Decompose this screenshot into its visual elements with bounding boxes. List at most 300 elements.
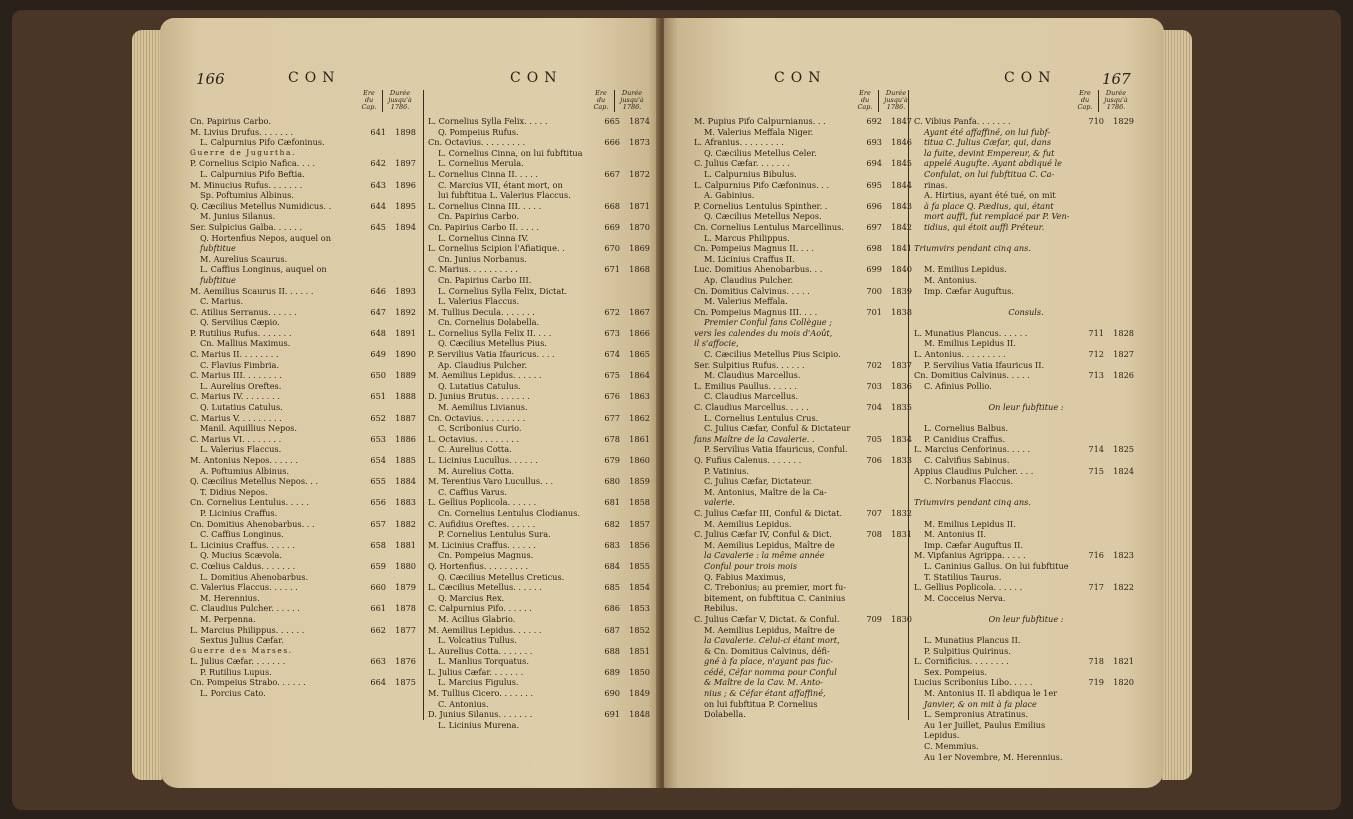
table-row: [428, 370, 654, 381]
table-row: [914, 148, 1138, 159]
entry-year: 663: [370, 656, 386, 667]
table-row: [428, 328, 654, 339]
entry-year: 660: [370, 582, 386, 593]
entry-duration: 1873: [629, 137, 650, 148]
entry-year: 701: [866, 306, 882, 317]
entry-text: C. Claudius Pulcher. . . . . .: [190, 603, 300, 614]
entry-year: 699: [866, 264, 882, 275]
table-row: [190, 455, 420, 466]
table-row: [190, 180, 420, 191]
header-divider: [614, 90, 615, 112]
table-row: [694, 487, 916, 498]
table-row: [428, 625, 654, 636]
entry-year: 697: [866, 221, 882, 232]
table-row: [190, 264, 420, 275]
header-divider: [1098, 90, 1099, 112]
running-head-right: CON: [774, 70, 827, 86]
table-row: [428, 603, 654, 614]
table-row: [914, 614, 1138, 625]
entry-text: T. Didius Nepos.: [200, 486, 268, 497]
entry-year: 672: [604, 306, 620, 317]
running-head-left-col2: CON: [510, 70, 563, 86]
entry-text: L. Porcius Cato.: [200, 688, 266, 699]
entry-text: Cn. Cornelius Lentulus Marcellinus.: [694, 221, 844, 232]
table-row: [428, 593, 654, 604]
entry-text: C. Julius Cæfar, Conful & Dictateur: [704, 423, 851, 434]
entry-text: Q. Cæcilius Metellus Nepos.: [704, 211, 822, 222]
entry-duration: 1876: [395, 656, 416, 667]
table-row: [428, 508, 654, 519]
entry-text: C. Aurelius Cotta.: [438, 444, 512, 455]
table-row: [914, 635, 1138, 646]
entry-text: M. Livius Drufus. . . . . . .: [190, 126, 294, 137]
entry-text: Q. Cæcilius Metellus Numidicus. .: [190, 200, 332, 211]
entry-duration: 1826: [1113, 370, 1134, 381]
entry-year: 714: [1088, 444, 1104, 455]
table-row: [914, 264, 1138, 275]
entry-text: Sp. Poftumius Albinus.: [200, 190, 294, 201]
entry-year: 661: [370, 603, 386, 614]
table-row: [914, 190, 1138, 201]
entry-text: C. Atilius Serranus. . . . . .: [190, 306, 297, 317]
entry-duration: 1857: [629, 518, 650, 529]
entry-duration: 1824: [1113, 465, 1134, 476]
table-row: [190, 625, 420, 636]
entry-text: L. Cornelius Scipion l'Afiatique. .: [428, 243, 565, 254]
running-head-right-col2: CON: [1004, 70, 1057, 86]
entry-text: Dolabella.: [704, 709, 746, 720]
entry-text: C. Flavius Fimbria.: [200, 359, 280, 370]
entry-duration: 1874: [629, 116, 650, 126]
entry-duration: 1881: [395, 539, 416, 550]
entry-year: 719: [1088, 677, 1104, 688]
entry-text: Cn. Pompeius Magnus.: [438, 550, 534, 561]
table-row: [428, 275, 654, 286]
entry-text: Imp. Cæfar Auguftus II.: [924, 539, 1024, 550]
entry-text: L. Afranius. . . . . . . . .: [694, 137, 784, 148]
entry-duration: 1894: [395, 221, 416, 232]
entry-text: P. Cornelius Lentulus Sura.: [438, 529, 551, 540]
table-row: [190, 444, 420, 455]
table-row: [428, 402, 654, 413]
table-row: [428, 338, 654, 349]
entry-text: L. Cornelius Sylla Felix. . . . .: [428, 116, 548, 126]
entry-text: L. Licinius Lucullus. . . . . .: [428, 455, 538, 465]
entry-year: 707: [866, 507, 882, 518]
entry-year: 644: [370, 200, 386, 211]
table-row: [694, 476, 916, 487]
table-row: [190, 519, 420, 530]
table-row: [914, 625, 1138, 636]
right-page: [664, 18, 1164, 788]
entry-text: cédé, Céfar nomma pour Conful: [704, 666, 837, 677]
entry-year: 678: [604, 433, 620, 444]
table-row: [190, 582, 420, 593]
table-row: [190, 677, 420, 688]
entry-text: Q. Cæcilius Metellus Nepos. . .: [190, 476, 319, 487]
entry-year: 696: [866, 200, 882, 211]
entry-text: C. Marius IV. . . . . . . .: [190, 391, 280, 402]
table-row: [190, 487, 420, 498]
entry-year: 694: [866, 158, 882, 169]
table-row: [428, 572, 654, 583]
entry-duration: 1827: [1113, 349, 1134, 360]
entry-text: L. Manlius Torquatus.: [438, 656, 529, 667]
table-row: [190, 476, 420, 487]
entry-text: Ap. Claudius Pulcher.: [704, 274, 794, 285]
entry-year: 687: [604, 624, 620, 635]
entry-text: Q. Lutatius Catulus.: [438, 380, 521, 391]
table-row: [694, 370, 916, 381]
entry-text: Cn. Cornelius Dolabella.: [438, 317, 540, 328]
table-row: [694, 137, 916, 148]
entry-text: la Cavalerie. Celui-ci étant mort,: [704, 635, 840, 646]
entry-text: C. Marius III. . . . . . . .: [190, 370, 282, 381]
table-row: [914, 169, 1138, 180]
table-row: [190, 402, 420, 413]
entry-duration: 1859: [629, 476, 650, 487]
table-row: [914, 646, 1138, 657]
entry-duration: 1853: [629, 603, 650, 614]
entry-year: 655: [370, 476, 386, 487]
table-row: [694, 349, 916, 360]
table-row: [914, 466, 1138, 477]
entry-text: Q. Cæcilius Metellus Creticus.: [438, 571, 565, 582]
entry-text: Triumvirs pendant cinq ans.: [914, 497, 1031, 508]
table-row: [428, 391, 654, 402]
table-row: [428, 434, 654, 445]
entry-text: Consuls.: [1008, 306, 1044, 317]
table-row: [428, 720, 654, 731]
entry-duration: 1837: [891, 359, 912, 370]
entry-duration: 1880: [395, 560, 416, 571]
entry-duration: 1850: [629, 666, 650, 677]
entry-text: Confulat, on lui fubftitua C. Ca-: [924, 168, 1055, 179]
table-row: [428, 423, 654, 434]
entry-year: 680: [604, 476, 620, 487]
entry-duration: 1839: [891, 285, 912, 296]
table-row: [914, 423, 1138, 434]
entry-duration: 1897: [395, 158, 416, 169]
table-row: [694, 201, 916, 212]
table-row: [694, 561, 916, 572]
entry-text: L. Cornelius Lentulus Crus.: [704, 412, 819, 423]
table-row: [694, 444, 916, 455]
entry-text: & Cn. Domitius Calvinus, défi-: [704, 645, 830, 656]
entry-text: M. Licinius Craffus. . . . . .: [428, 539, 536, 550]
entry-text: M. Vipfanius Agrippa. . . . .: [914, 550, 1026, 561]
entry-duration: 1855: [629, 560, 650, 571]
entry-year: 708: [866, 529, 882, 540]
table-row: [914, 476, 1138, 487]
entry-text: C. Memmius.: [924, 741, 979, 752]
table-row: [190, 603, 420, 614]
entry-text: Sextus Julius Cæfar.: [200, 635, 284, 646]
entry-text: C. Claudius Marcellus.: [704, 391, 799, 402]
table-row: [428, 540, 654, 551]
entry-text: Cn. Domitius Calvinus. . . . .: [694, 285, 810, 296]
entry-duration: 1832: [891, 507, 912, 518]
table-row: [694, 180, 916, 191]
entry-text: Cn. Pompeius Magnus III. . . .: [694, 306, 818, 317]
entry-year: 673: [604, 327, 620, 338]
entry-text: Cn. Cornelius Lentulus Clodianus.: [438, 507, 581, 518]
entry-year: 681: [604, 497, 620, 508]
header-duree: Durée jusqu'à 1786.: [620, 89, 644, 111]
table-row: [914, 699, 1138, 710]
entry-text: A. Hirtius, ayant été tué, on mit: [924, 190, 1056, 201]
entry-text: A. Gabinius.: [704, 190, 755, 201]
table-row: [694, 540, 916, 551]
entry-text: M. Herennius.: [200, 592, 260, 603]
entry-duration: 1895: [395, 200, 416, 211]
table-row: [914, 455, 1138, 466]
entry-duration: 1870: [629, 221, 650, 232]
entry-duration: 1842: [891, 221, 912, 232]
entry-year: 645: [370, 221, 386, 232]
table-row: [190, 391, 420, 402]
entry-year: 682: [604, 518, 620, 529]
table-row: [428, 222, 654, 233]
table-row: [190, 360, 420, 371]
table-row: [694, 667, 916, 678]
table-row: [914, 317, 1138, 328]
entry-text: Premier Conful fans Collègue ;: [704, 317, 832, 328]
table-row: [428, 550, 654, 561]
table-row: [428, 127, 654, 138]
entry-text: M. Aemilius Lepidus, Maître de: [704, 539, 835, 550]
table-row: [428, 381, 654, 392]
entry-text: & Maître de la Cav. M. Anto-: [704, 677, 823, 688]
page-number-left: 166: [196, 70, 225, 88]
entry-text: Ser. Sulpitius Rufus. . . . . .: [694, 359, 805, 370]
entry-text: M. Antonius II.: [924, 529, 987, 540]
entry-year: 676: [604, 391, 620, 402]
table-row: [190, 349, 420, 360]
table-row: [694, 381, 916, 392]
entry-text: C. Calpurnius Pifo. . . . . .: [428, 603, 532, 614]
entry-text: M. Tullius Decula. . . . . . .: [428, 306, 535, 317]
entry-year: 667: [604, 168, 620, 179]
table-row: [914, 752, 1138, 763]
entry-duration: 1834: [891, 433, 912, 444]
entry-text: Janvier, & on mit à fa place: [924, 698, 1037, 709]
table-row: [694, 603, 916, 614]
entry-text: L. Munatius Plancus. . . . . .: [914, 327, 1028, 338]
entry-text: M. Aemilius Lepidus. . . . . .: [428, 624, 542, 635]
table-row: [914, 233, 1138, 244]
entry-text: Conful pour trois mois: [704, 560, 798, 571]
entry-text: C. Claudius Marcellus. . . . .: [694, 402, 809, 413]
entry-text: M. Aurelius Cotta.: [438, 465, 515, 476]
entry-year: 658: [370, 539, 386, 550]
table-row: [428, 487, 654, 498]
entry-text: C. Marcius VII, étant mort, on: [438, 179, 563, 190]
table-row: [428, 296, 654, 307]
table-row: [694, 391, 916, 402]
entry-year: 654: [370, 455, 386, 465]
entry-text: Cn. Cornelius Lentulus. . . . .: [190, 497, 309, 508]
entry-text: Q. Hortenfius Nepos, auquel on: [200, 232, 331, 243]
table-row: [190, 317, 420, 328]
entry-year: 717: [1088, 582, 1104, 593]
entry-text: T. Statilius Taurus.: [924, 571, 1002, 582]
table-row: [694, 709, 916, 720]
entry-year: 649: [370, 349, 386, 360]
table-row: [428, 233, 654, 244]
entry-text: Q. Pompeius Rufus.: [438, 126, 519, 137]
table-row: [914, 222, 1138, 233]
entry-text: M. Antonius Nepos. . . . . .: [190, 455, 298, 465]
entry-year: 671: [604, 264, 620, 275]
entry-text: mort auffi, fut remplacé par P. Ven-: [924, 211, 1070, 222]
entry-text: L. Marcius Figulus.: [438, 677, 519, 688]
entry-text: C. Marius. . . . . . . . . .: [428, 264, 518, 275]
entry-text: L. Sempronius Atratinus.: [924, 709, 1029, 720]
table-row: [428, 476, 654, 487]
entry-text: P. Licinius Craffus.: [200, 507, 278, 518]
entry-text: Luc. Domitius Ahenobarbus. . .: [694, 264, 823, 275]
entry-text: On leur fubftitue :: [988, 402, 1064, 413]
table-row: [190, 434, 420, 445]
entry-text: L. Cornelius Balbus.: [924, 423, 1009, 434]
entry-text: L. Calpurnius Pifo Beftia.: [200, 168, 305, 179]
table-row: [694, 360, 916, 371]
table-row: [428, 582, 654, 593]
table-row: [694, 286, 916, 297]
entries: [428, 116, 654, 730]
table-row: [914, 402, 1138, 413]
entry-duration: 1892: [395, 306, 416, 317]
entry-text: Manil. Aquillius Nepos.: [200, 423, 297, 434]
entry-text: C. Caffius Longinus.: [200, 529, 284, 540]
entry-text: titua C. Julius Cæfar, qui, dans: [924, 137, 1052, 148]
table-row: [190, 593, 420, 604]
entry-text: C. Norbanus Flaccus.: [924, 476, 1014, 487]
entry-year: 718: [1088, 656, 1104, 667]
entry-text: Appius Claudius Pulcher. . . .: [914, 465, 1034, 476]
table-row: [190, 529, 420, 540]
entry-duration: 1891: [395, 327, 416, 338]
table-row: [190, 614, 420, 625]
table-row: [694, 529, 916, 540]
table-row: [190, 646, 420, 657]
table-row: [428, 158, 654, 169]
entry-text: C. Julius Cæfar IV, Conful & Dict.: [694, 529, 832, 540]
entry-year: 716: [1088, 550, 1104, 561]
table-row: [694, 572, 916, 583]
entry-text: M. Aemilius Scaurus II. . . . . .: [190, 285, 314, 296]
table-row: [914, 730, 1138, 741]
entry-duration: 1851: [629, 645, 650, 656]
table-row: [694, 455, 916, 466]
entry-text: nius ; & Céfar étant affaffiné,: [704, 688, 826, 699]
entry-text: Cn. Papirius Carbo III.: [438, 274, 532, 285]
entry-text: L. Munatius Plancus II.: [924, 635, 1021, 646]
header-ere: Ere du Cap.: [1077, 89, 1093, 111]
entry-text: M. Cocceius Nerva.: [924, 592, 1006, 603]
entry-duration: 1868: [629, 264, 650, 275]
table-row: [914, 328, 1138, 339]
table-row: [190, 211, 420, 222]
entry-duration: 1840: [891, 264, 912, 275]
entry-year: 657: [370, 518, 386, 529]
entry-year: 706: [866, 455, 882, 465]
table-row: [694, 635, 916, 646]
entry-text: C. Julius Cæfar III, Conful & Dictat.: [694, 507, 843, 518]
entry-text: C. Trebonius; au premier, mort fu-: [704, 582, 847, 593]
entry-text: P. Cornelius Lentulus Spinther. .: [694, 200, 828, 211]
table-row: [914, 572, 1138, 583]
table-row: [428, 667, 654, 678]
entry-text: rinas.: [924, 179, 948, 190]
entry-duration: 1887: [395, 412, 416, 423]
header-divider: [878, 90, 879, 112]
entry-year: 669: [604, 221, 620, 232]
entry-text: M. Licinius Craffus II.: [704, 253, 795, 264]
entry-text: valerie.: [704, 497, 735, 508]
entry-text: Cn. Octavius. . . . . . . . .: [428, 137, 526, 148]
entry-year: 704: [866, 402, 882, 413]
entry-year: 652: [370, 412, 386, 423]
table-row: [190, 243, 420, 254]
table-row: [914, 593, 1138, 604]
table-row: [914, 497, 1138, 508]
entry-text: L. Cornelius Cinna IV.: [438, 232, 529, 243]
table-row: [694, 625, 916, 636]
entry-year: 698: [866, 243, 882, 254]
table-row: [694, 222, 916, 233]
entry-text: P. Rutilius Lupus.: [200, 666, 272, 677]
entry-year: 659: [370, 560, 386, 571]
entry-text: L. Aurelius Cotta. . . . . . .: [428, 645, 533, 656]
table-row: [428, 169, 654, 180]
entry-year: 692: [866, 116, 882, 126]
entry-text: Imp. Cæfar Auguftus.: [924, 285, 1014, 296]
table-row: [694, 190, 916, 201]
table-row: [428, 148, 654, 159]
entry-duration: 1860: [629, 455, 650, 465]
header-ere: Ere du Cap.: [361, 89, 377, 111]
table-row: [694, 148, 916, 159]
entry-text: Lepidus.: [924, 730, 960, 741]
entry-year: 702: [866, 359, 882, 370]
entry-year: 668: [604, 200, 620, 211]
entry-text: Cn. Octavius. . . . . . . . .: [428, 412, 526, 423]
table-row: [694, 688, 916, 699]
entry-duration: 1847: [891, 116, 912, 126]
table-row: [694, 402, 916, 413]
entry-text: P. Sulpitius Quirinus.: [924, 645, 1011, 656]
entry-text: C. Caffius Varus.: [438, 486, 507, 497]
entry-duration: 1822: [1113, 582, 1134, 593]
table-row: [190, 381, 420, 392]
entry-text: L. Calpurnius Bibulus.: [704, 168, 797, 179]
table-row: [428, 116, 654, 127]
entry-duration: 1877: [395, 624, 416, 635]
entry-year: 674: [604, 349, 620, 360]
entry-text: L. Marcius Cenforinus. . . . .: [914, 444, 1031, 455]
table-row: [190, 466, 420, 477]
entry-year: 710: [1088, 116, 1104, 126]
table-row: [190, 667, 420, 678]
entry-text: L. Licinius Craffus. . . . . .: [190, 539, 295, 550]
entry-duration: 1844: [891, 179, 912, 190]
table-row: [914, 296, 1138, 307]
table-row: [190, 307, 420, 318]
entry-duration: 1823: [1113, 550, 1134, 561]
entry-text: L. Cornelius Cinna II. . . . .: [428, 168, 538, 179]
